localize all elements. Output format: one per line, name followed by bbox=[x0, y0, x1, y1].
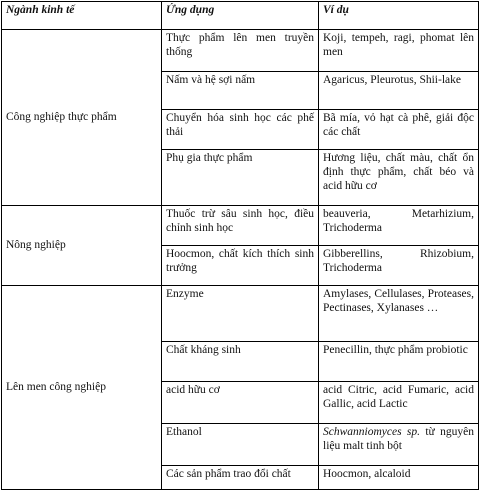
example-cell bbox=[319, 424, 479, 466]
application-cell: Chất kháng sinh bbox=[162, 342, 319, 382]
sector-cell: Nông nghiệp bbox=[2, 206, 162, 286]
example-cell: Penecillin, thực phẩm probiotic bbox=[319, 342, 479, 382]
example-cell: Hương liệu, chất màu, chất ổn định thực phẩm, chất béo và acid hữu cơ bbox=[319, 150, 479, 206]
example-cell: Agaricus, Pleurotus, Shii-lake bbox=[319, 72, 479, 110]
application-cell: Chuyển hóa sinh học các phế thải bbox=[162, 110, 319, 150]
example-cell: Bã mía, vỏ hạt cà phê, giải độc các chất bbox=[319, 110, 479, 150]
application-cell: Thuốc trừ sâu sinh học, điều chỉnh sinh học bbox=[162, 206, 319, 246]
example-cell: Hoocmon, alcaloid bbox=[319, 466, 479, 490]
application-cell: Thực phẩm lên men truyền thống bbox=[162, 30, 319, 72]
application-cell: Nấm và hệ sợi nấm bbox=[162, 72, 319, 110]
application-cell: Các sản phẩm trao đổi chất bbox=[162, 466, 319, 490]
example-italic-text: Schwanniomyces sp. bbox=[323, 426, 421, 438]
data-table bbox=[1, 1, 479, 490]
header-sector: Ngành kinh tế bbox=[2, 2, 162, 30]
application-cell: acid hữu cơ bbox=[162, 382, 319, 424]
example-cell: Gibberellins, Rhizobium, Trichoderma bbox=[319, 246, 479, 286]
example-cell: Koji, tempeh, ragi, phomat lên men bbox=[319, 30, 479, 72]
example-cell: beauveria, Metarhizium, Trichoderma bbox=[319, 206, 479, 246]
example-cell: Amylases, Cellulases, Proteases, Pectinases, Xylanases … bbox=[319, 286, 479, 342]
header-example: Ví dụ bbox=[319, 2, 479, 30]
application-cell: Ethanol bbox=[162, 424, 319, 466]
table-row bbox=[2, 286, 479, 342]
header-application: Ứng dụng bbox=[162, 2, 319, 30]
example-text: từ nguyên liệu malt tinh bột bbox=[323, 426, 474, 452]
sector-cell: Lên men công nghiệp bbox=[2, 286, 162, 490]
application-cell: Phụ gia thực phẩm bbox=[162, 150, 319, 206]
table-row bbox=[2, 30, 479, 72]
header-row bbox=[2, 2, 479, 30]
example-cell: acid Citric, acid Fumaric, acid Gallic, acid Lactic bbox=[319, 382, 479, 424]
sector-cell: Công nghiệp thực phẩm bbox=[2, 30, 162, 206]
application-cell: Hoocmon, chất kích thích sinh trưởng bbox=[162, 246, 319, 286]
application-cell: Enzyme bbox=[162, 286, 319, 342]
table-row bbox=[2, 206, 479, 246]
